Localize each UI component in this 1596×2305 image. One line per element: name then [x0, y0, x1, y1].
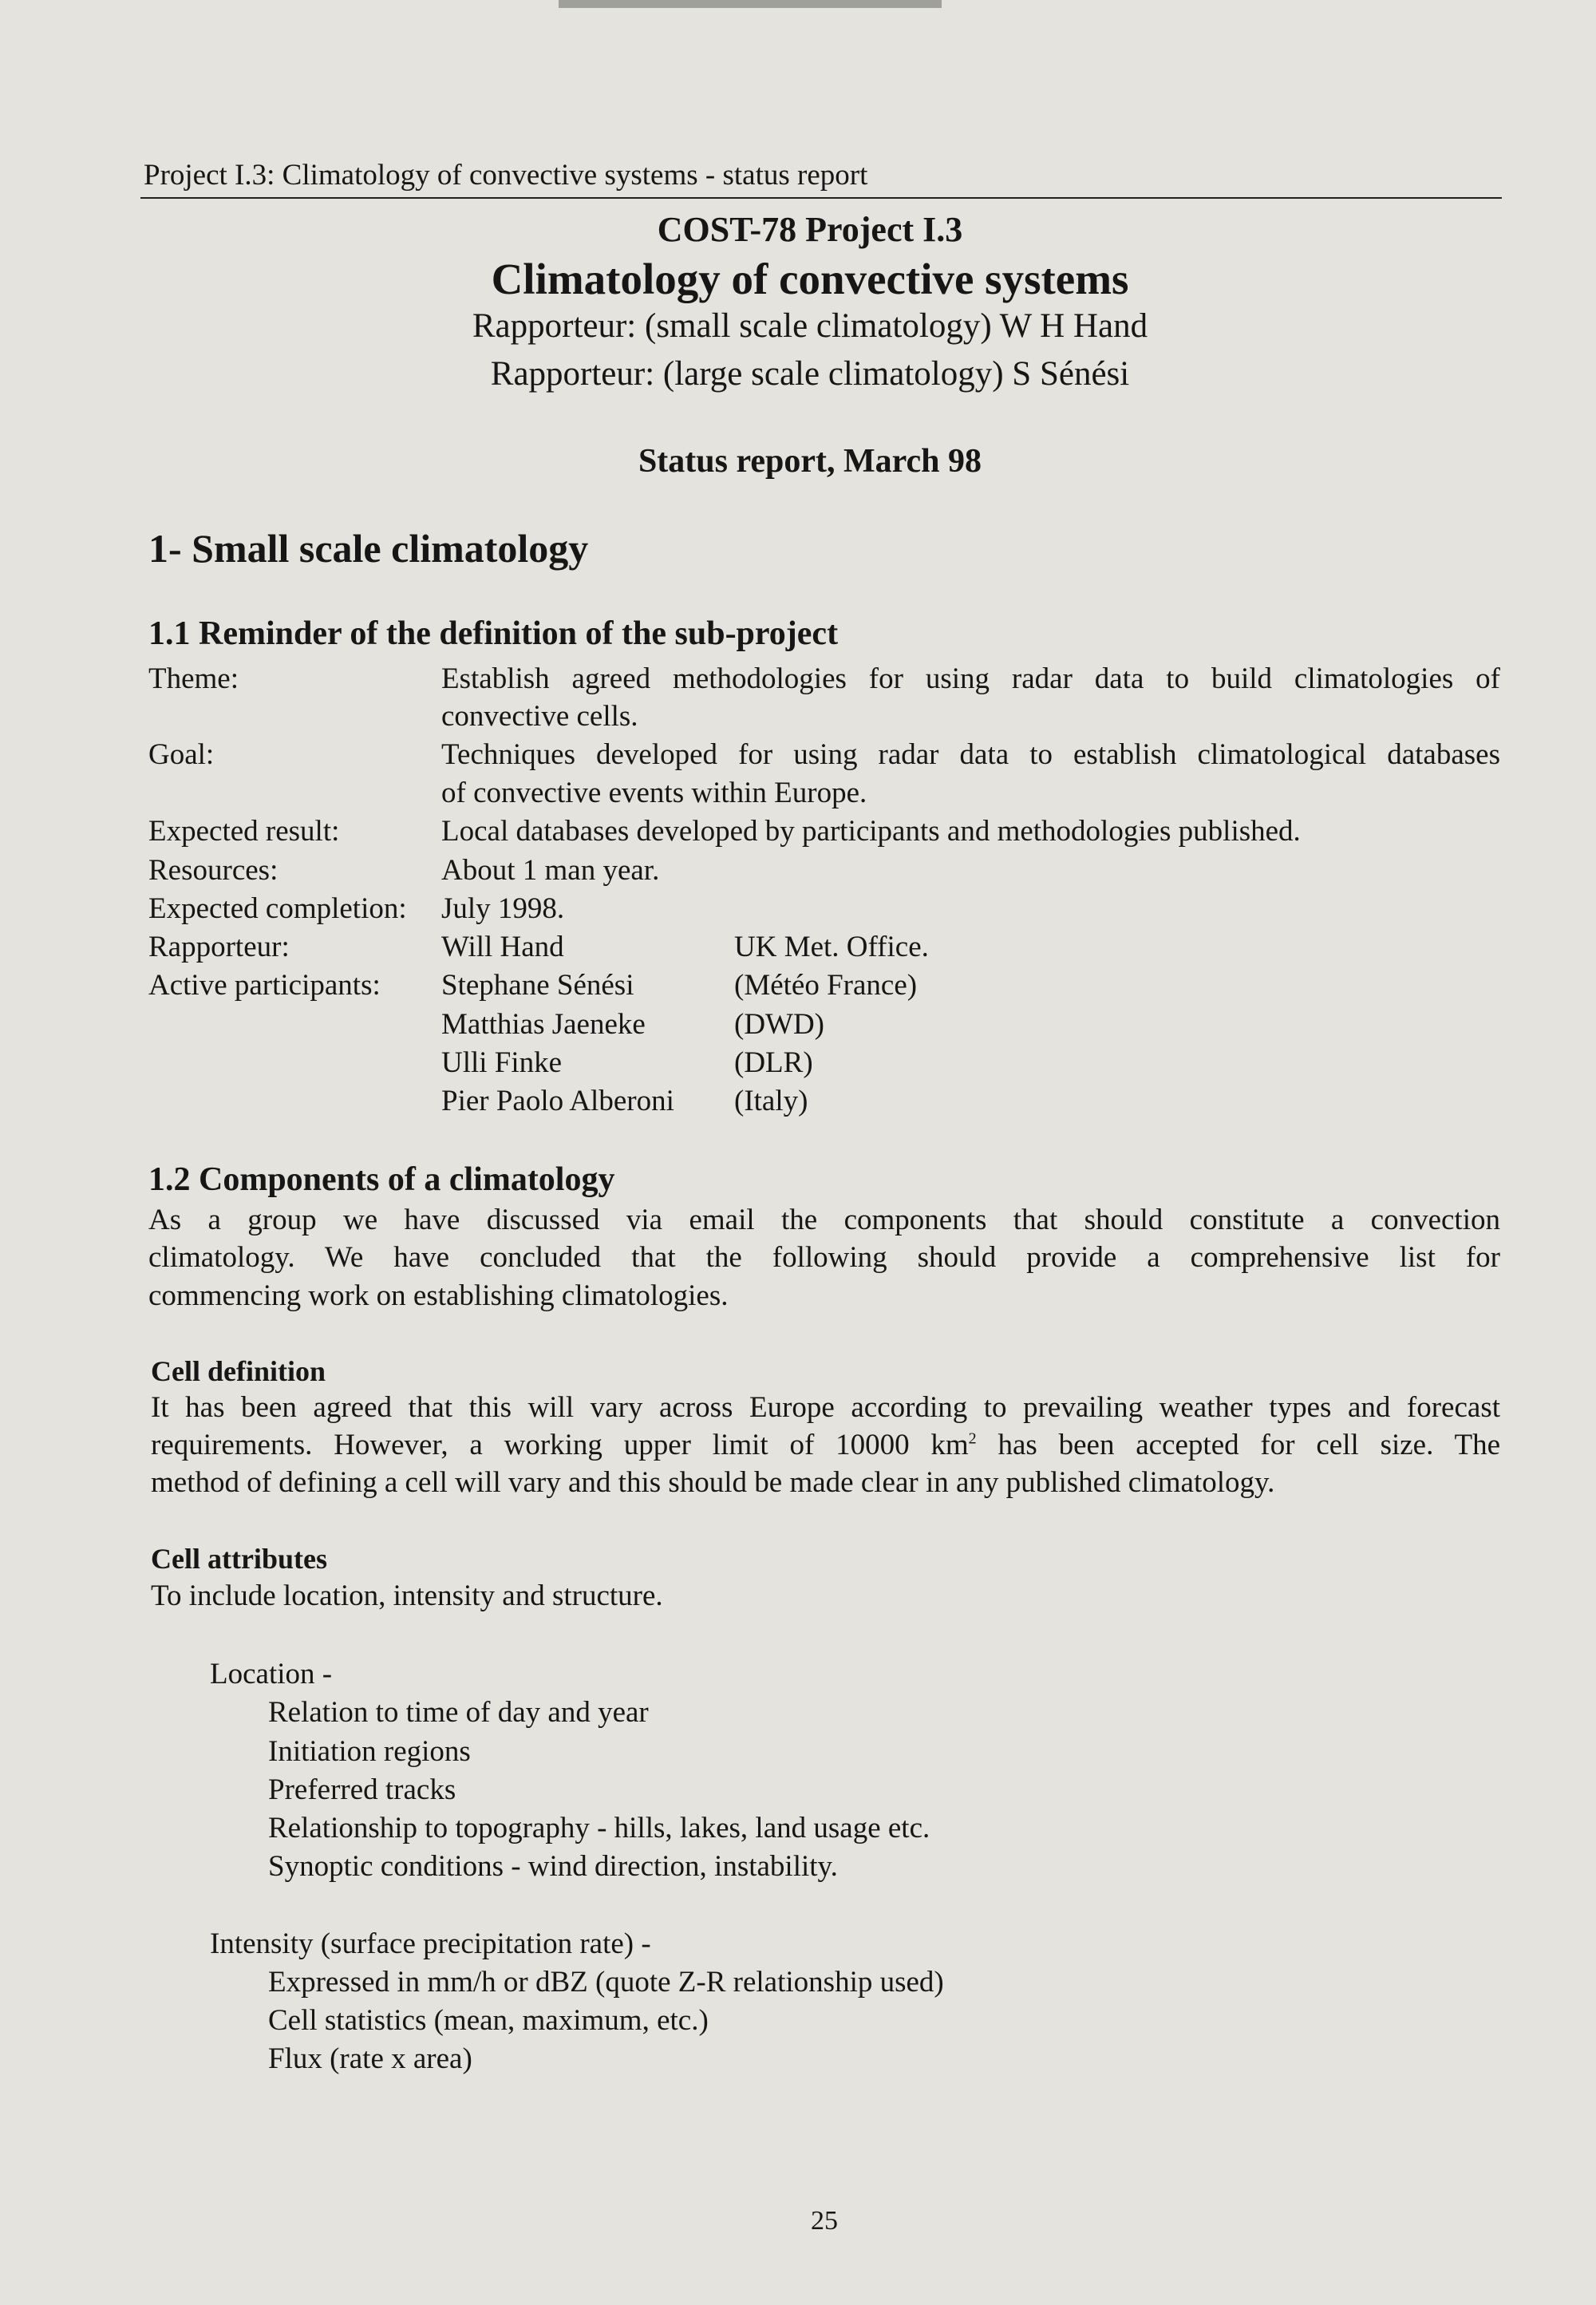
intensity-item: Cell statistics (mean, maximum, etc.) — [268, 2004, 709, 2037]
rapporteur-name: Will Hand — [441, 931, 564, 963]
participants-label: Active participants: — [148, 969, 381, 1002]
goal-value-line2: of convective events within Europe. — [441, 777, 867, 809]
rapporteur-small: Rapporteur: (small scale climatology) W H Hand — [472, 307, 1148, 345]
cell-definition-heading: Cell definition — [151, 1355, 326, 1387]
resources-label: Resources: — [148, 854, 279, 887]
participant-name: Stephane Sénési — [441, 969, 634, 1002]
intensity-heading: Intensity (surface precipitation rate) - — [210, 1927, 651, 1960]
cell-definition-line3: method of defining a cell will vary and this should be made clear in any published climatology. — [151, 1466, 1275, 1499]
cell-definition-line1: It has been agreed that this will vary across Europe according to prevailing weather types and forecast — [151, 1391, 1500, 1424]
rapporteur-label: Rapporteur: — [148, 931, 290, 963]
location-item: Synoptic conditions - wind direction, instability. — [268, 1850, 838, 1883]
expected-completion-value: July 1998. — [441, 892, 565, 925]
cell-definition-line2-a: requirements. However, a working upper limit of 10000 km — [151, 1429, 969, 1461]
rapporteur-large: Rapporteur: (large scale climatology) S Sénési — [490, 355, 1130, 393]
resources-value: About 1 man year. — [441, 854, 660, 887]
page-title: Climatology of convective systems — [491, 255, 1129, 303]
cell-definition-line2 — [151, 1428, 1500, 1462]
status-report-title: Status report, March 98 — [638, 443, 982, 480]
cell-attributes-intro: To include location, intensity and structure. — [151, 1579, 663, 1612]
project-code: COST-78 Project I.3 — [657, 210, 963, 249]
goal-value-line1: Techniques developed for using radar data to establish climatological databases — [441, 738, 1500, 771]
expected-result-label: Expected result: — [148, 815, 340, 848]
intensity-item: Flux (rate x area) — [268, 2042, 472, 2075]
components-paragraph-line2: climatology. We have concluded that the following should provide a comprehensive list for — [148, 1241, 1500, 1274]
theme-value-line2: convective cells. — [441, 700, 638, 733]
header-rule — [140, 197, 1502, 199]
goal-label: Goal: — [148, 738, 215, 771]
expected-completion-label: Expected completion: — [148, 892, 407, 925]
participant-org: (Italy) — [734, 1085, 808, 1117]
location-item: Relation to time of day and year — [268, 1696, 649, 1729]
participant-org: (Météo France) — [734, 969, 918, 1002]
expected-result-value: Local databases developed by participants and methodologies published. — [441, 815, 1301, 848]
participant-name: Matthias Jaeneke — [441, 1008, 646, 1041]
components-paragraph-line3: commencing work on establishing climatologies. — [148, 1279, 729, 1312]
page-number: 25 — [811, 2206, 838, 2236]
location-item: Relationship to topography - hills, lakes, land usage etc. — [268, 1812, 930, 1844]
scan-top-mark — [559, 0, 942, 8]
running-header: Project I.3: Climatology of convective systems - status report — [144, 159, 868, 192]
participant-org: (DLR) — [734, 1046, 813, 1079]
theme-value-line1: Establish agreed methodologies for using radar data to build climatologies of — [441, 662, 1500, 695]
location-item: Preferred tracks — [268, 1773, 456, 1806]
participant-name: Pier Paolo Alberoni — [441, 1085, 674, 1117]
cell-attributes-heading: Cell attributes — [151, 1543, 327, 1575]
location-item: Initiation regions — [268, 1735, 471, 1768]
location-heading: Location - — [210, 1658, 333, 1690]
cell-definition-line2-b: has been accepted for cell size. The — [976, 1429, 1501, 1461]
participant-name: Ulli Finke — [441, 1046, 563, 1079]
subsection-heading-1-1: 1.1 Reminder of the definition of the sub-project — [148, 615, 839, 652]
intensity-item: Expressed in mm/h or dBZ (quote Z-R relationship used) — [268, 1966, 944, 1999]
participant-org: (DWD) — [734, 1008, 825, 1041]
rapporteur-org: UK Met. Office. — [734, 931, 929, 963]
subsection-heading-1-2: 1.2 Components of a climatology — [148, 1161, 615, 1198]
components-paragraph-line1: As a group we have discussed via email the components that should constitute a convection — [148, 1204, 1500, 1236]
section-heading-1: 1- Small scale climatology — [148, 526, 589, 571]
theme-label: Theme: — [148, 662, 239, 695]
superscript-2: 2 — [968, 1429, 977, 1448]
